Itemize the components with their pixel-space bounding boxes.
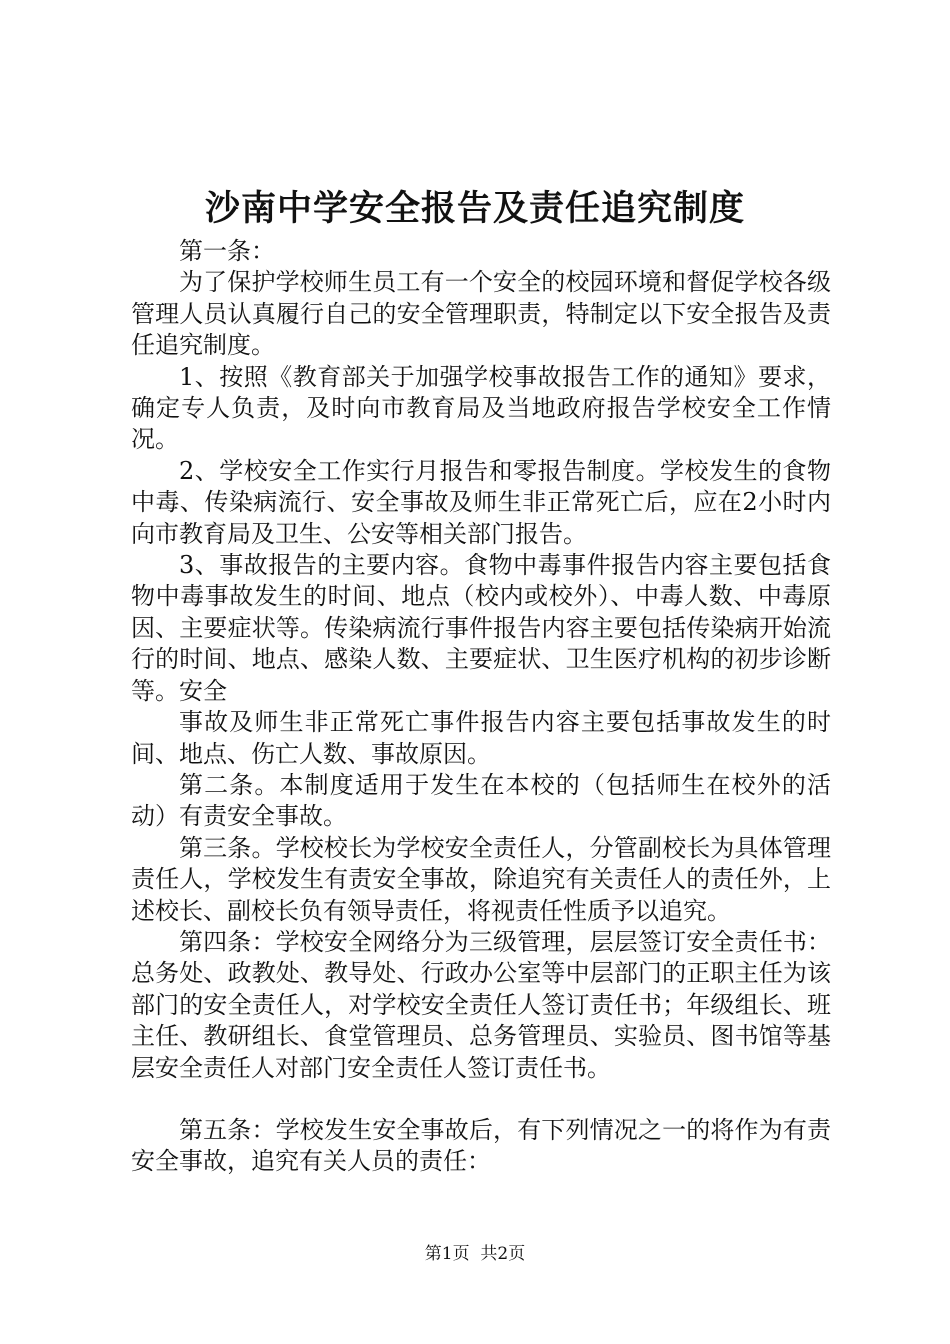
document-title: 沙南中学安全报告及责任追究制度 (204, 188, 745, 229)
paragraph-article-3: 第三条。学校校长为学校安全责任人，分管副校长为具体管理责任人，学校发生有责安全事故，除追究有关责任人的责任外，上述校长、副校长负有领导责任，将视责任性质予以追究。 (131, 833, 831, 925)
paragraph-article-5: 第五条：学校发生安全事故后，有下列情况之一的将作为有责安全事故，追究有关人员的责任： (131, 1115, 831, 1176)
paragraph-item-1: 1、按照《教育部关于加强学校事故报告工作的通知》要求，确定专人负责，及时向市教育局及当地政府报告学校安全工作情况。 (131, 362, 831, 454)
paragraph-article-2: 第二条。本制度适用于发生在本校的（包括师生在校外的活动）有责安全事故。 (131, 770, 831, 831)
page-number-total: 共2页 (480, 1244, 526, 1264)
document-body (131, 236, 831, 1178)
paragraph-item-3-continued: 事故及师生非正常死亡事件报告内容主要包括事故发生的时间、地点、伤亡人数、事故原因。 (131, 708, 831, 768)
paragraph-purpose: 为了保护学校师生员工有一个安全的校园环境和督促学校各级管理人员认真履行自己的安全管理职责，特制定以下安全报告及责任追究制度。 (131, 268, 831, 360)
paragraph-item-3: 3、事故报告的主要内容。食物中毒事件报告内容主要包括食物中毒事故发生的时间、地点（校内或校外）、中毒人数、中毒原因、主要症状等。传染病流行事件报告内容主要包括传染病开始流行的时间、地点、感染人数、主要症状、卫生医疗机构的初步诊断等。安全 (131, 551, 831, 705)
page-number-current: 第1页 (424, 1244, 470, 1264)
paragraph-item-2: 2、学校安全工作实行月报告和零报告制度。学校发生的食物中毒、传染病流行、安全事故及师生非正常死亡后，应在2小时内向市教育局及卫生、公安等相关部门报告。 (131, 456, 831, 548)
page-footer (0, 1243, 950, 1265)
paragraph-article-1-heading: 第一条： (179, 237, 275, 265)
paragraph-article-4: 第四条：学校安全网络分为三级管理，层层签订安全责任书：总务处、政教处、教导处、行政办公室等中层部门的正职主任为该部门的安全责任人，对学校安全责任人签订责任书；年级组长、班主任、教研组长、食堂管理员、总务管理员、实验员、图书馆等基层安全责任人对部门安全责任人签订责任书。 (131, 927, 831, 1082)
